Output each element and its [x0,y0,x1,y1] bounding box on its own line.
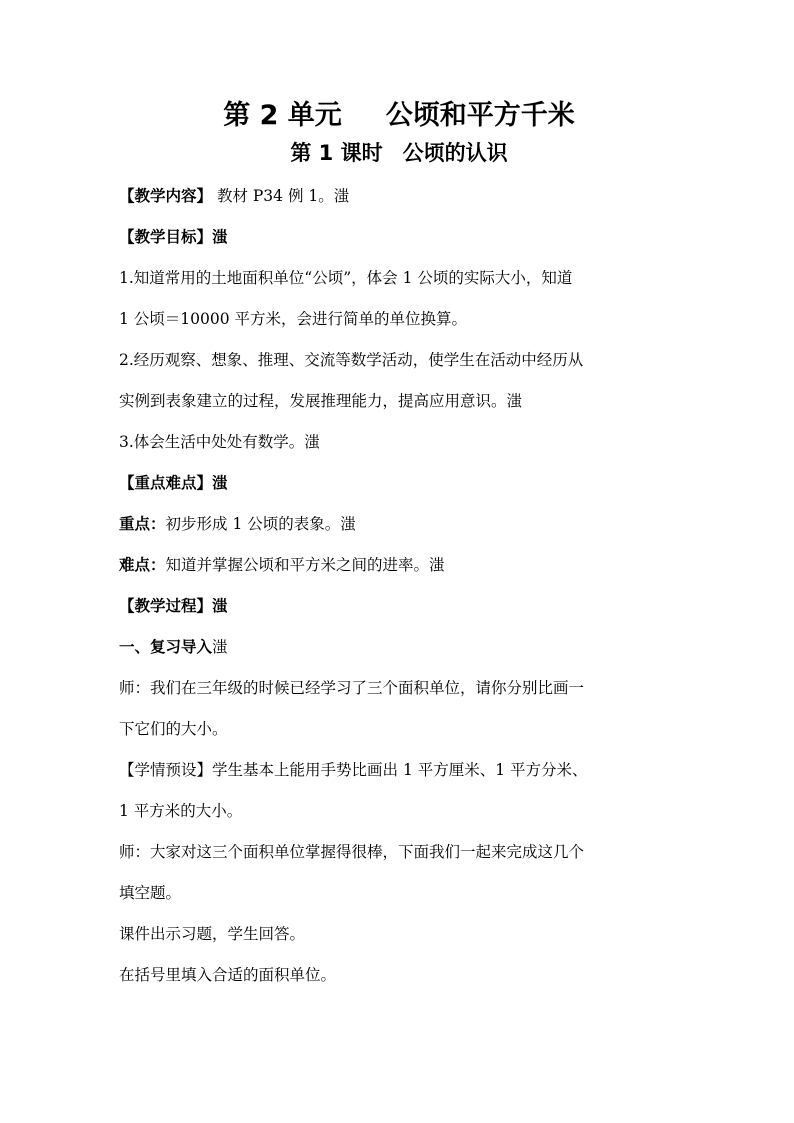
lesson-name: 公顷的认识 [402,141,508,165]
focus-point [119,504,679,545]
teacher-speech-1-line-2: 下它们的大小。 [119,720,228,738]
goal-1-line-1: 1.知道常用的土地面积单位“公顷”，体会 1 公顷的实际大小，知道 [119,269,573,287]
teaching-content [119,176,679,217]
section-review-intro [119,627,679,668]
difficulty-text: 知道并掌握公顷和平方米之间的进率。 [165,556,430,574]
document-page [119,96,679,996]
teaching-process-label: 【教学过程】 [119,597,213,615]
teaching-goals-heading [119,217,679,258]
unit-title [119,96,679,136]
student-preset-text: 学生基本上能用手势比画出 1 平方厘米、1 平方分米、 [212,761,588,779]
exercise-instruction: 在括号里填入合适的面积单位。 [119,966,337,984]
goal-2-line-2 [119,381,679,422]
unit-name: 公顷和平方千米 [385,100,575,131]
teaching-content-label: 【教学内容】 [119,187,213,205]
focus-text: 初步形成 1 公顷的表象。 [165,515,341,533]
watermark-glyph: 滍 [212,474,228,492]
watermark-glyph: 滍 [212,228,228,246]
watermark-glyph: 滍 [506,392,523,410]
student-preset-line-2: 1 平方米的大小。 [119,802,243,820]
focus-label: 重点： [119,515,166,533]
student-preset-line-1 [119,750,679,791]
teacher-speech-1-line-1: 师：我们在三年级的时候已经学习了三个面积单位，请你分别比画一 [119,679,585,697]
watermark-glyph: 滍 [340,515,356,533]
student-preset-label: 【学情预设】 [119,761,213,779]
teaching-content-text: 教材 P34 例 1。 [212,187,334,205]
goal-3-text: 3.体会生活中处处有数学。 [119,433,305,451]
difficulty-label: 难点： [119,556,166,574]
watermark-glyph: 滍 [212,638,228,656]
goal-1-line-2: 1 公顷＝10000 平方米，会进行简单的单位换算。 [119,310,468,328]
lesson-title [119,136,679,170]
difficulty-point [119,545,679,586]
key-points-heading [119,463,679,504]
teacher-speech-2-line-2: 填空题。 [119,884,182,902]
key-points-label: 【重点难点】 [119,474,213,492]
watermark-glyph: 滍 [304,433,320,451]
watermark-glyph: 滍 [333,187,350,205]
courseware-note: 课件出示习题，学生回答。 [119,925,306,943]
section-review-title: 一、复习导入 [119,638,213,656]
teaching-process-heading [119,586,679,627]
goal-2-line-1: 2.经历观察、想象、推理、交流等数学活动，使学生在活动中经历从 [119,351,584,369]
lesson-number: 第 1 课时 [290,141,383,165]
watermark-glyph: 滍 [212,597,228,615]
teacher-speech-2-line-1: 师：大家对这三个面积单位掌握得很棒，下面我们一起来完成这几个 [119,843,585,861]
goal-2-line-2-text: 实例到表象建立的过程，发展推理能力，提高应用意识。 [119,392,507,410]
teaching-goals-label: 【教学目标】 [119,228,213,246]
unit-number: 第 2 单元 [223,100,342,131]
watermark-glyph: 滍 [429,556,445,574]
goal-3 [119,422,679,463]
